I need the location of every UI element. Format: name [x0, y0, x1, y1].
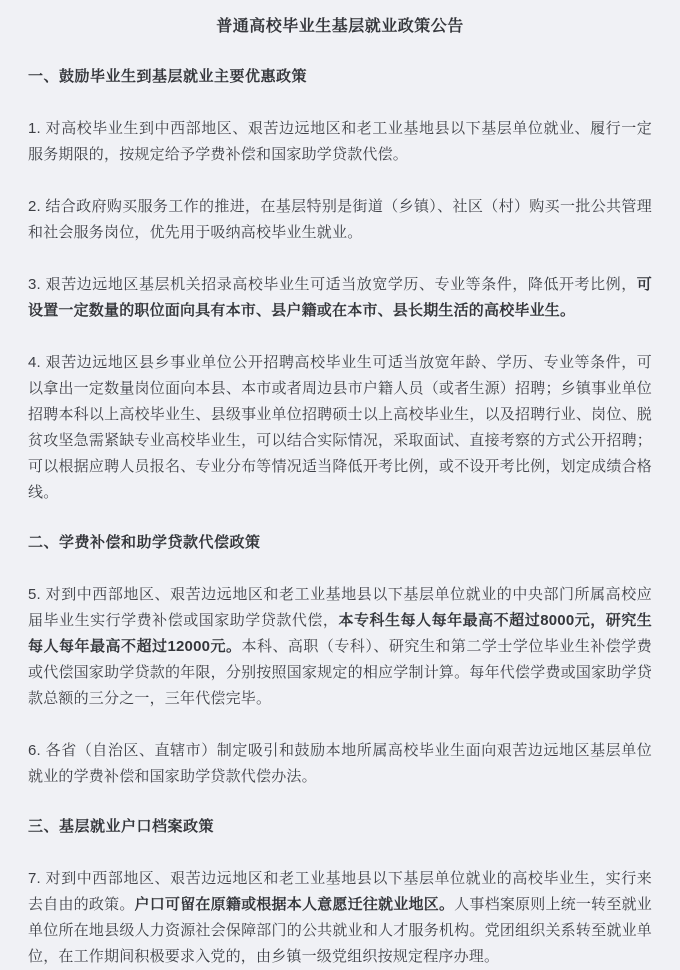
- section-heading-3: 三、基层就业户口档案政策: [28, 818, 215, 835]
- policy-text: 本科、高职（专科）、研究生和第二学士学位毕业生补偿学费或代偿国家助学贷款的年限，分别按照国家规定的相应学制计算。每年代偿学费或国家助学贷款总额的三分之一，三年代偿完毕。: [28, 638, 652, 707]
- section-tuition-compensation: [28, 530, 652, 790]
- policy-text: 4. 艰苦边远地区县乡事业单位公开招聘高校毕业生可适当放宽年龄、学历、专业等条件，可以拿出一定数量岗位面向本县、本市或者周边县市户籍人员（或者生源）招聘；乡镇事业单位招聘本科以上高校毕业生、县级事业单位招聘硕士以上高校毕业生，以及招聘行业、岗位、脱贫攻坚急需紧缺专业高校毕业生，可以结合实际情况，采取面试、直接考察的方式公开招聘；可以根据应聘人员报名、专业分布等情况适当降低开考比例，或不设开考比例，划定成绩合格线。: [28, 354, 652, 501]
- policy-item-1: [28, 116, 652, 168]
- policy-text: 6. 各省（自治区、直辖市）制定吸引和鼓励本地所属高校毕业生面向艰苦边远地区基层单位就业的学费补偿和国家助学贷款代偿办法。: [28, 742, 652, 785]
- policy-item-4: [28, 350, 652, 506]
- policy-text: 1. 对高校毕业生到中西部地区、艰苦边远地区和老工业基地县以下基层单位就业、履行一定服务期限的，按规定给予学费补偿和国家助学贷款代偿。: [28, 120, 652, 163]
- policy-item-3: [28, 272, 652, 324]
- policy-text: 3. 艰苦边远地区基层机关招录高校毕业生可适当放宽学历、专业等条件，降低开考比例，: [28, 276, 637, 293]
- page-title: 普通高校毕业生基层就业政策公告: [216, 18, 464, 35]
- section-heading-2: 二、学费补偿和助学贷款代偿政策: [28, 534, 261, 551]
- policy-item-5: [28, 582, 652, 712]
- section-hukou-archives: [28, 814, 652, 970]
- section-heading-1: 一、鼓励毕业生到基层就业主要优惠政策: [28, 68, 308, 85]
- policy-item-2: [28, 194, 652, 246]
- policy-text-emphasis: 户口可留在原籍或根据本人意愿迁往就业地区。: [134, 896, 455, 913]
- policy-text: 5. 对到中西部地区、艰苦边远地区和老工业基地县以下基层单位就业的中央部门所属高校应届毕业生实行学费补偿或国家助学贷款代偿，: [28, 586, 652, 629]
- policy-text: 人事档案原则上统一转至就业单位所在地县级人力资源社会保障部门的公共就业和人才服务机构。党团组织关系转至就业单位，在工作期间积极要求入党的，由乡镇一级党组织按规定程序办理。: [28, 896, 653, 965]
- policy-item-7: [28, 866, 652, 970]
- policy-text-emphasis: 可设置一定数量的职位面向具有本市、县户籍或在本市、县长期生活的高校毕业生。: [28, 276, 652, 319]
- policy-text: 2. 结合政府购买服务工作的推进，在基层特别是街道（乡镇）、社区（村）购买一批公共管理和社会服务岗位，优先用于吸纳高校毕业生就业。: [28, 198, 652, 241]
- policy-text-emphasis: 本专科生每人每年最高不超过8000元，研究生每人每年最高不超过12000元。: [28, 612, 652, 655]
- policy-item-6: [28, 738, 652, 790]
- policy-text: 7. 对到中西部地区、艰苦边远地区和老工业基地县以下基层单位就业的高校毕业生，实行来去自由的政策。: [28, 870, 652, 913]
- section-incentive-policies: [28, 64, 652, 506]
